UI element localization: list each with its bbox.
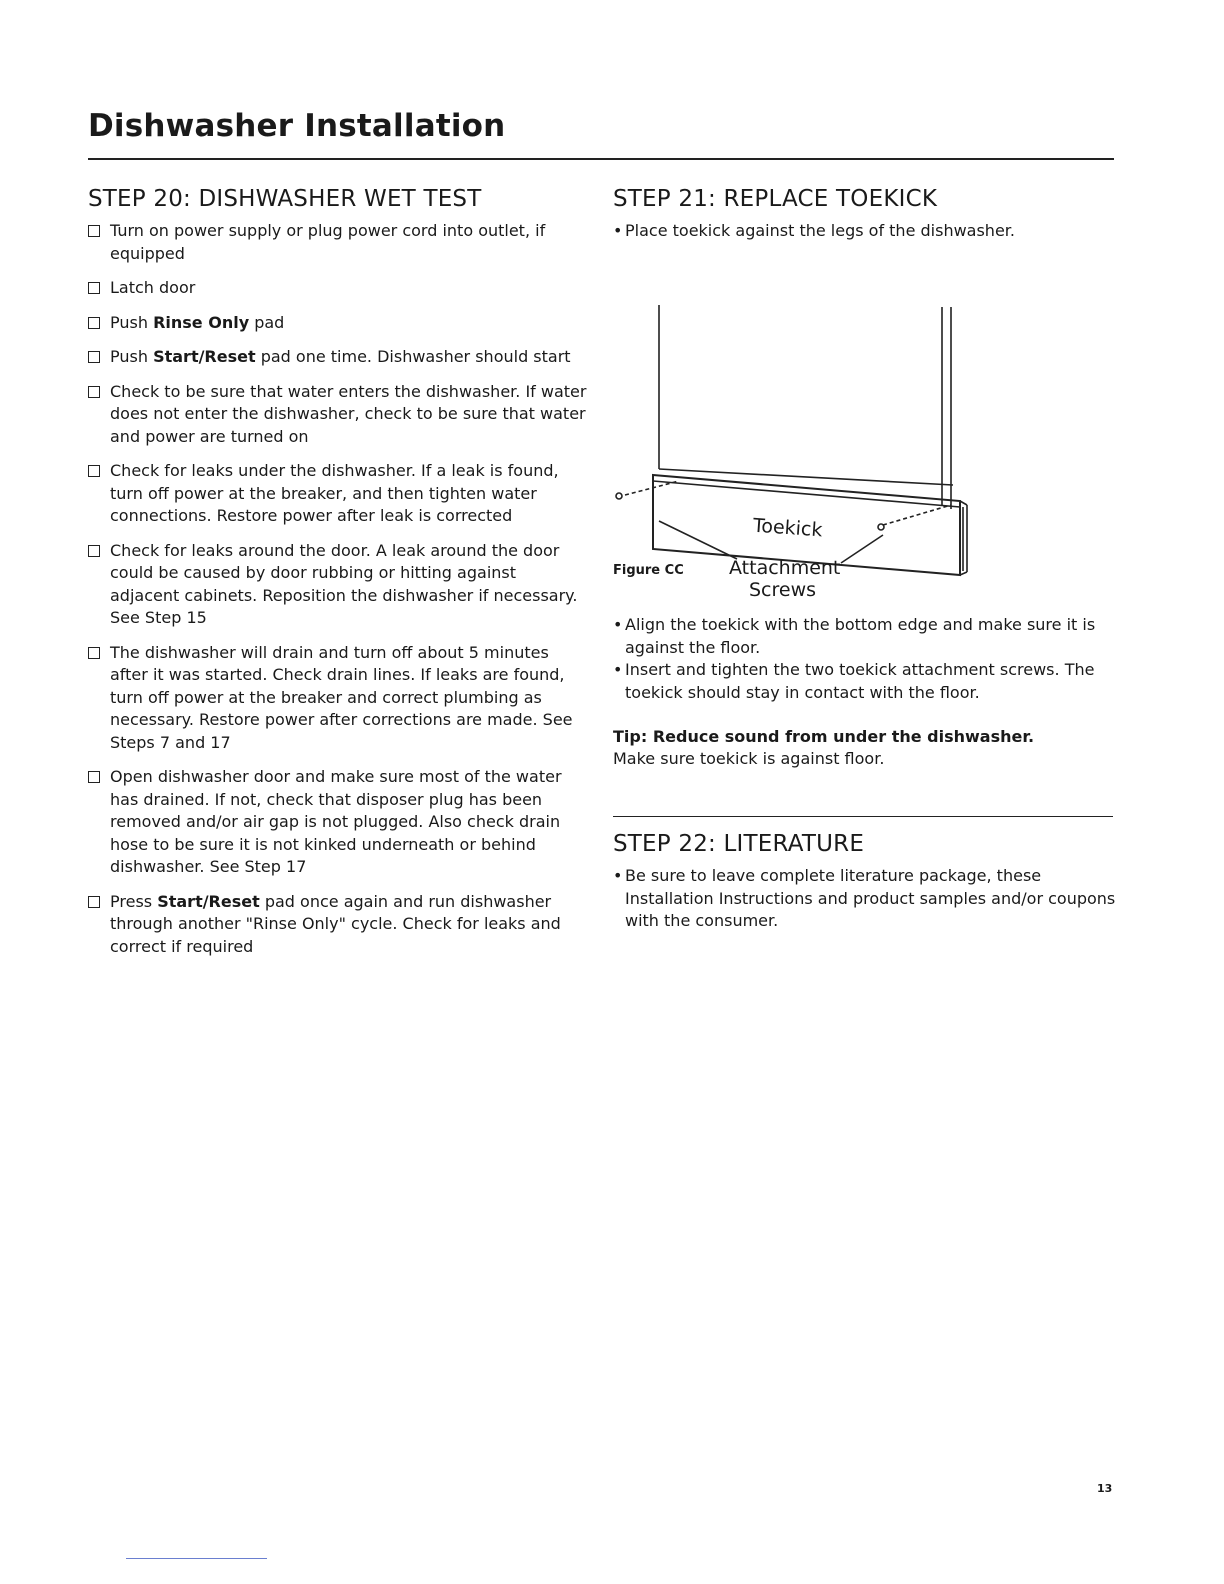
checklist-item-text: The dishwasher will drain and turn off about 5 minutes after it was started. Check drain lines. If leaks are found, turn off power at the breaker and correct plumbing as necessary. Restore power after corrections are made. See Steps 7 and 17 — [110, 642, 573, 752]
checkbox-icon[interactable] — [88, 647, 100, 659]
step-20-section — [88, 186, 588, 970]
checklist-item-text: Check to be sure that water enters the dishwasher. If water does not enter the dishwasher, check to be sure that water and power are turned on — [110, 381, 587, 446]
checklist-item — [88, 312, 588, 335]
checklist-item-text: Latch door — [110, 278, 196, 297]
left-screw-icon — [616, 493, 622, 499]
checkbox-icon[interactable] — [88, 282, 100, 294]
tip-title: Tip: Reduce sound from under the dishwasher. — [613, 727, 1035, 746]
toekick-diagram — [613, 249, 1118, 579]
checklist-item-pre: Push — [110, 312, 154, 332]
right-screw-path — [883, 505, 951, 525]
bullet-text: Insert and tighten the two toekick attachment screws. The toekick should stay in contact with the floor. — [625, 660, 1095, 702]
bullet-icon: • — [613, 615, 623, 634]
checklist-item-post: pad — [249, 312, 285, 332]
checkbox-icon[interactable] — [88, 317, 100, 329]
bullet-icon: • — [613, 221, 623, 240]
tip-text: Make sure toekick is against floor. — [613, 749, 885, 768]
step-22-heading: STEP 22: LITERATURE — [613, 831, 865, 857]
checklist-item — [88, 220, 588, 265]
step-21-bullet — [613, 220, 1118, 243]
start-reset-pad-label: Start/Reset — [153, 347, 256, 366]
checklist-item — [88, 346, 588, 369]
title-divider — [88, 158, 1114, 160]
footer-line — [126, 1558, 267, 1559]
checkbox-icon[interactable] — [88, 386, 100, 398]
checklist-item-text: Turn on power supply or plug power cord into outlet, if equipped — [110, 221, 546, 263]
section-divider — [613, 816, 1113, 817]
bullet-icon: • — [613, 660, 623, 679]
bullet-icon: • — [613, 866, 623, 885]
checklist-item — [88, 642, 588, 755]
checklist-item-post: pad once again and run dishwasher through another "Rinse Only" cycle. Check for leaks and correct if required — [110, 891, 561, 956]
attachment-label: Attachment — [729, 556, 841, 579]
checklist-item-post: pad one time. Dishwasher should start — [255, 347, 571, 366]
step-20-heading: STEP 20: DISHWASHER WET TEST — [88, 186, 482, 212]
bullet-text: Align the toekick with the bottom edge and make sure it is against the floor. — [625, 615, 1096, 657]
checklist-item — [88, 381, 588, 449]
step-21-bullet — [613, 614, 1118, 659]
right-screw-icon — [878, 524, 884, 530]
page-number: 13 — [1097, 1482, 1113, 1495]
step-20-checklist — [88, 220, 588, 958]
step-21-heading: STEP 21: REPLACE TOEKICK — [613, 186, 938, 212]
screws-label: Screws — [749, 578, 817, 601]
rinse-only-pad-label: Rinse Only — [153, 312, 250, 332]
checklist-item — [88, 766, 588, 879]
toekick-top-edge — [653, 481, 960, 507]
checkbox-icon[interactable] — [88, 896, 100, 908]
checklist-item — [88, 540, 588, 630]
checklist-item-text: Check for leaks under the dishwasher. If a leak is found, turn off power at the breaker, and then tighten water connections. Restore power after leak is corrected — [110, 461, 559, 525]
checkbox-icon[interactable] — [88, 465, 100, 477]
start-reset-pad-label: Start/Reset — [157, 891, 260, 911]
checklist-item-pre: Push — [110, 347, 154, 366]
step-21-bullet — [613, 659, 1118, 704]
checklist-item — [88, 277, 588, 300]
step-22-section — [613, 831, 1118, 933]
checklist-item-text: Open dishwasher door and make sure most of the water has drained. If not, check that disposer plug has been removed and/or air gap is not plugged. Also check drain hose to be sure it is not kinked underneath or behind dishwasher. See Step 17 — [110, 767, 562, 876]
step-21-section — [613, 186, 1118, 930]
figure-caption: Figure CC — [613, 563, 684, 578]
toekick-figure — [613, 249, 1118, 601]
checklist-item — [88, 460, 588, 528]
bullet-text: Place toekick against the legs of the dishwasher. — [625, 221, 1015, 240]
bullet-text: Be sure to leave complete literature package, these Installation Instructions and product samples and/or coupons with the consumer. — [625, 866, 1116, 930]
checkbox-icon[interactable] — [88, 351, 100, 363]
cabinet-bottom-frame — [659, 469, 953, 485]
step-21-instructions — [613, 614, 1118, 933]
checkbox-icon[interactable] — [88, 545, 100, 557]
step-22-bullet — [613, 865, 1118, 933]
toekick-label: Toekick — [752, 514, 824, 541]
checkbox-icon[interactable] — [88, 225, 100, 237]
checklist-item — [88, 891, 588, 959]
leader-line-right — [841, 535, 883, 563]
page-title: Dishwasher Installation — [88, 108, 506, 144]
checklist-item-pre: Press — [110, 891, 158, 911]
checklist-item-text: Check for leaks around the door. A leak around the door could be caused by door rubbing or hitting against adjacent cabinets. Reposition the dishwasher if necessary. See Step 15 — [110, 540, 578, 627]
checkbox-icon[interactable] — [88, 771, 100, 783]
